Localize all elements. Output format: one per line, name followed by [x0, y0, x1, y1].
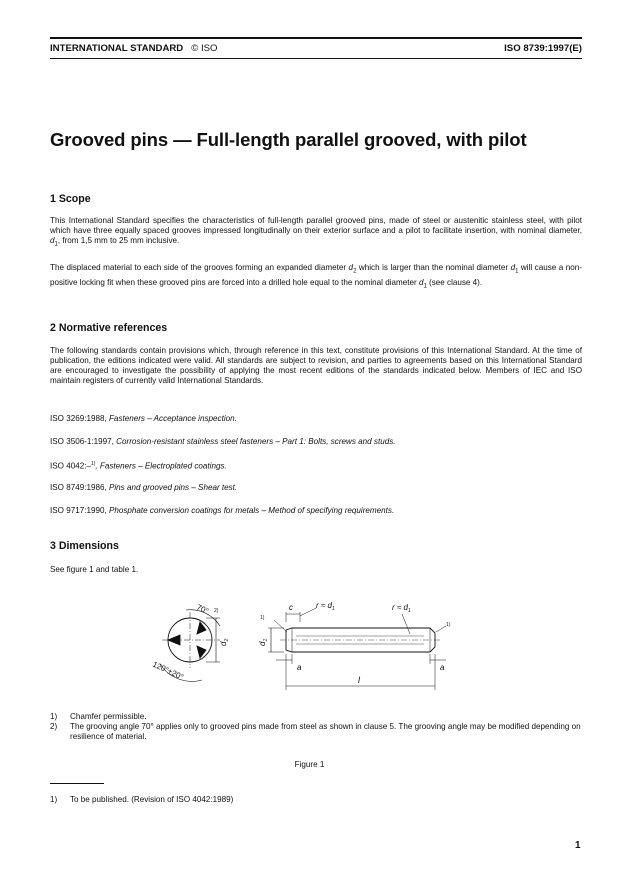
header-rule-top	[50, 37, 582, 39]
section-heading-scope: 1 Scope	[50, 193, 91, 205]
normative-paragraph: The following standards contain provisions which, through reference in this text, constitute provisions of this International Standard. At the time of publication, the editions indicated were valid. All standards are subject to revision, and parties to agreements based on this International Standard are encouraged to investigate the possibility of applying the most recent editions of the standards indicated below. Members of IEC and ISO maintain registers of currently valid International Standards.	[50, 346, 582, 385]
scope-paragraph-2: The displaced material to each side of the grooves forming an expanded diameter $d_2$ which is larger than the nominal diameter $d_1$ will cause a non-positive locking fit when these grooved pins are forced into a drilled hole equal to the nominal diameter $d_1$ (see clause 4).	[50, 263, 582, 290]
label-a-left: a	[297, 663, 302, 672]
figure-caption: Figure 1	[294, 760, 325, 769]
footnote: 1) To be published. (Revision of ISO 4042:1989)	[50, 795, 234, 804]
reference-item: ISO 3269:1988, Fasteners – Acceptance inspection.	[50, 414, 237, 423]
figure-notes	[50, 712, 582, 742]
header-title-group	[50, 43, 218, 54]
label-d1: $d_1$	[258, 638, 269, 646]
figure-1-drawing	[140, 592, 470, 702]
label-note-right: 1)	[446, 622, 451, 628]
header-doc-number: ISO 8739:1997(E)	[504, 43, 582, 54]
reference-item: ISO 8749:1986, Pins and grooved pins – Shear test.	[50, 483, 238, 492]
label-angle-120: 120°±20°	[151, 659, 185, 682]
document-title: Grooved pins — Full-length parallel grooved, with pilot	[50, 129, 527, 150]
scope-paragraph-1: This International Standard specifies the characteristics of full-length parallel grooved pins, made of steel or austenitic stainless steel, with pilot which have three equally spaced grooves impressed longitudinally on their exterior surface and a pilot to facilitate insertion, with nominal diameter, $d_1$, from 1,5 mm to 25 mm inclusive.	[50, 216, 582, 248]
section-heading-dimensions: 3 Dimensions	[50, 540, 119, 552]
footnote-rule	[50, 783, 104, 784]
r-left-leader	[300, 608, 316, 616]
header-title: INTERNATIONAL STANDARD	[50, 43, 184, 54]
label-l: l	[358, 675, 360, 685]
figure-note: 2) The grooving angle 70° applies only to grooved pins made from steel as shown in clause 5. The grooving angle may be modified depending on resilience of material.	[50, 721, 581, 741]
header-copyright: © ISO	[191, 43, 218, 54]
label-angle-70-note: 2)	[214, 608, 219, 614]
reference-item: ISO 3506-1:1997, Corrosion-resistant stainless steel fasteners – Part 1: Bolts, screws and studs.	[50, 437, 396, 446]
header-rule-bottom	[50, 58, 582, 59]
section-heading-normative-references: 2 Normative references	[50, 322, 168, 334]
label-c: c	[289, 603, 293, 612]
note-left-leader	[274, 620, 287, 632]
dimensions-paragraph: See figure 1 and table 1.	[50, 565, 139, 574]
label-angle-70: 70°	[195, 602, 210, 616]
label-note-left: 1)	[260, 615, 265, 621]
note-right-leader	[436, 626, 446, 632]
page-number: 1	[575, 840, 581, 851]
side-view	[268, 608, 446, 690]
label-d2: $d_2$	[219, 638, 230, 646]
label-r-right: $r \approx d_1$	[392, 603, 411, 614]
label-a-right: a	[440, 663, 445, 672]
label-r-left: $r \approx d_1$	[316, 601, 335, 612]
reference-item: ISO 4042:–$^{1)}$, Fasteners – Electroplated coatings.	[50, 461, 227, 471]
reference-item: ISO 9717:1990, Phosphate conversion coatings for metals – Method of specifying requirements.	[50, 506, 395, 515]
r-right-leader	[402, 614, 410, 634]
figure-note: 1) Chamfer permissible.	[50, 712, 147, 721]
